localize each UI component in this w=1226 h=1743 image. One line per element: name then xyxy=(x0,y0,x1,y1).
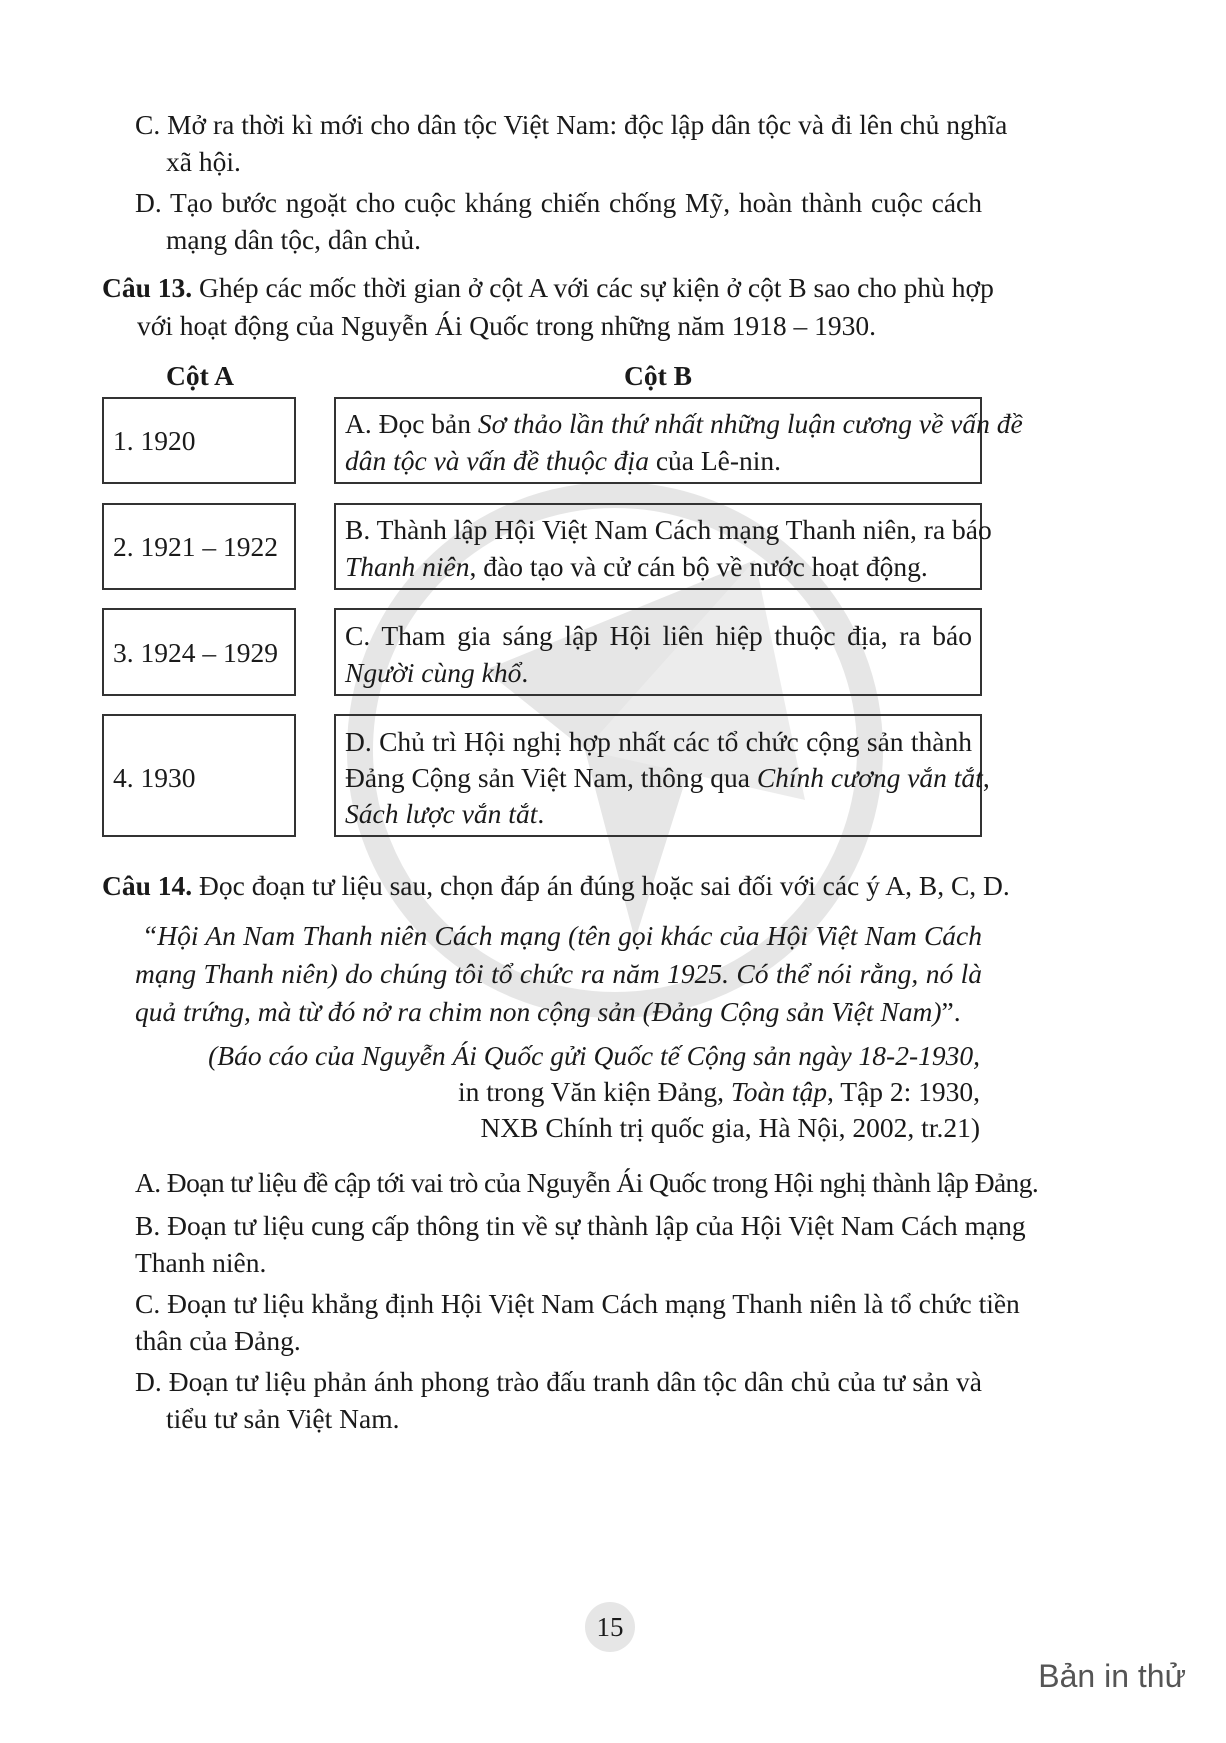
q12-option-c-line1: C. Mở ra thời kì mới cho dân tộc Việt Nam: độc lập dân tộc và đi lên chủ nghĩa xyxy=(135,109,1008,140)
q14-option-d-line1: D. Đoạn tư liệu phản ánh phong trào đấu tranh dân tộc dân chủ của tư sản và xyxy=(135,1366,982,1397)
q13-prompt-line1: Câu 13. Ghép các mốc thời gian ở cột A với các sự kiện ở cột B sao cho phù hợp xyxy=(102,272,994,303)
source-line2: in trong Văn kiện Đảng, Toàn tập, Tập 2: 1930, xyxy=(458,1076,980,1107)
quote-line2: mạng Thanh niên) do chúng tôi tổ chức ra năm 1925. Có thể nói rằng, nó là xyxy=(135,958,982,989)
q14-label: Câu 14. xyxy=(102,870,193,901)
draft-label: Bản in thử xyxy=(1038,1658,1186,1694)
col-b-box-a: A. Đọc bản Sơ thảo lần thứ nhất những luận cương về vấn đề dân tộc và vấn đề thuộc địa của Lê-nin. xyxy=(334,397,982,484)
q14-option-b-line2: Thanh niên. xyxy=(135,1247,267,1278)
col-b-box-b: B. Thành lập Hội Việt Nam Cách mạng Thanh niên, ra báo Thanh niên, đào tạo và cử cán bộ về nước hoạt động. xyxy=(334,503,982,590)
source-line1: (Báo cáo của Nguyễn Ái Quốc gửi Quốc tế Cộng sản ngày 18-2-1930, xyxy=(208,1040,980,1071)
q12-option-d-line2: mạng dân tộc, dân chủ. xyxy=(166,224,422,255)
q13-label: Câu 13. xyxy=(102,272,193,303)
q14-option-c-line2: thân của Đảng. xyxy=(135,1325,301,1356)
q14-option-c-line1: C. Đoạn tư liệu khẳng định Hội Việt Nam Cách mạng Thanh niên là tổ chức tiền xyxy=(135,1288,1020,1319)
col-a-box-1: 1. 1920 xyxy=(102,397,296,484)
q14-prompt: Câu 14. Đọc đoạn tư liệu sau, chọn đáp án đúng hoặc sai đối với các ý A, B, C, D. xyxy=(102,870,1010,901)
source-line3: NXB Chính trị quốc gia, Hà Nội, 2002, tr.21) xyxy=(480,1112,980,1143)
q12-option-c-line2: xã hội. xyxy=(166,146,241,177)
q12-option-d-line1: D. Tạo bước ngoặt cho cuộc kháng chiến chống Mỹ, hoàn thành cuộc cách xyxy=(135,187,982,218)
q14-option-b-line1: B. Đoạn tư liệu cung cấp thông tin về sự thành lập của Hội Việt Nam Cách mạng xyxy=(135,1210,1026,1241)
q13-prompt-line2: với hoạt động của Nguyễn Ái Quốc trong những năm 1918 – 1930. xyxy=(137,310,876,341)
column-b-header: Cột B xyxy=(624,360,692,391)
column-a-header: Cột A xyxy=(166,360,234,391)
q14-option-d-line2: tiểu tư sản Việt Nam. xyxy=(166,1403,400,1434)
quote-line3: quả trứng, mà từ đó nở ra chim non cộng sản (Đảng Cộng sản Việt Nam)”. xyxy=(135,996,961,1027)
col-a-box-4: 4. 1930 xyxy=(102,714,296,837)
q14-option-a: A. Đoạn tư liệu đề cập tới vai trò của Nguyễn Ái Quốc trong Hội nghị thành lập Đảng. xyxy=(135,1167,1039,1198)
quote-line1: “Hội An Nam Thanh niên Cách mạng (tên gọi khác của Hội Việt Nam Cách xyxy=(142,920,982,951)
col-a-box-3: 3. 1924 – 1929 xyxy=(102,608,296,696)
col-b-box-d: D. Chủ trì Hội nghị hợp nhất các tổ chức cộng sản thành Đảng Cộng sản Việt Nam, thông qua Chính cương vắn tắt, Sách lược vắn tắt. xyxy=(334,714,982,837)
page-number: 15 xyxy=(585,1602,635,1652)
col-b-box-c: C. Tham gia sáng lập Hội liên hiệp thuộc địa, ra báo Người cùng khổ. xyxy=(334,608,982,696)
col-a-box-2: 2. 1921 – 1922 xyxy=(102,503,296,590)
